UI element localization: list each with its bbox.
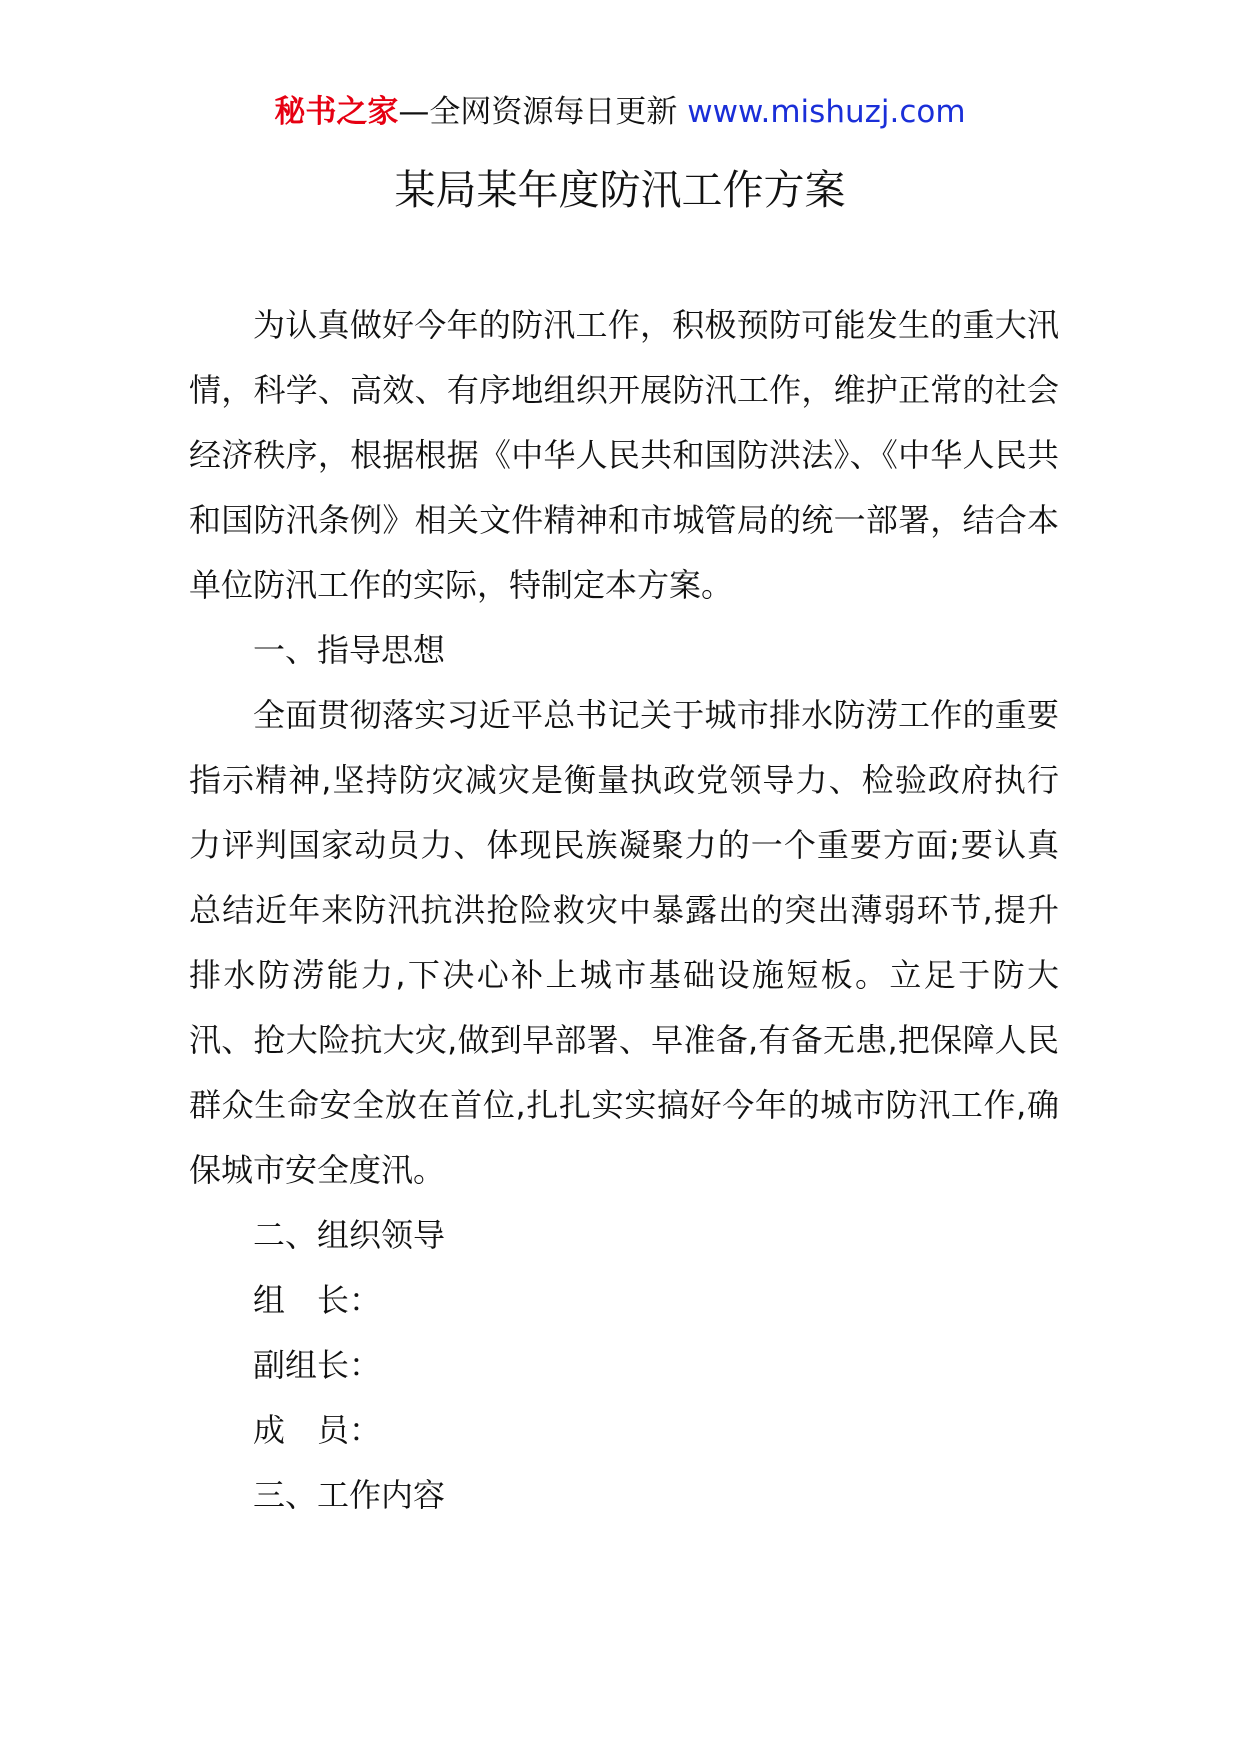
site-banner bbox=[0, 92, 1240, 132]
document-title: 某局某年度防汛工作方案 bbox=[394, 166, 846, 214]
site-tagline: —全网资源每日更新 bbox=[398, 94, 678, 130]
site-url-link[interactable]: www.mishuzj.com bbox=[687, 94, 966, 130]
team-leader-line: 组 长： bbox=[253, 1281, 382, 1319]
members-line: 成 员： bbox=[253, 1411, 382, 1449]
guiding-ideology-paragraph: 全面贯彻落实习近平总书记关于城市排水防涝工作的重要指示精神,坚持防灾减灾是衡量执政党领导力、检验政府执行力评判国家动员力、体现民族凝聚力的一个重要方面;要认真总结近年来防汛抗洪抢险救灾中暴露出的突出薄弱环节,提升排水防涝能力,下决心补上城市基础设施短板。立足于防大汛、抢大险抗大灾,做到早部署、早准备,有备无患,把保障人民群众生命安全放在首位,扎扎实实搞好今年的城市防汛工作,确保城市安全度汛。 bbox=[189, 696, 1059, 1189]
document-body bbox=[189, 293, 1059, 1528]
section-heading-organization: 二、组织领导 bbox=[253, 1216, 446, 1254]
intro-paragraph: 为认真做好今年的防汛工作，积极预防可能发生的重大汛情，科学、高效、有序地组织开展防汛工作，维护正常的社会经济秩序，根据根据《中华人民共和国防洪法》、《中华人民共和国防汛条例》相关文件精神和市城管局的统一部署，结合本单位防汛工作的实际，特制定本方案。 bbox=[189, 306, 1059, 604]
site-brand: 秘书之家 bbox=[274, 94, 399, 130]
deputy-leader-line: 副组长： bbox=[253, 1346, 382, 1384]
section-heading-guiding-ideology: 一、指导思想 bbox=[253, 631, 446, 669]
section-heading-work-content: 三、工作内容 bbox=[253, 1476, 446, 1514]
